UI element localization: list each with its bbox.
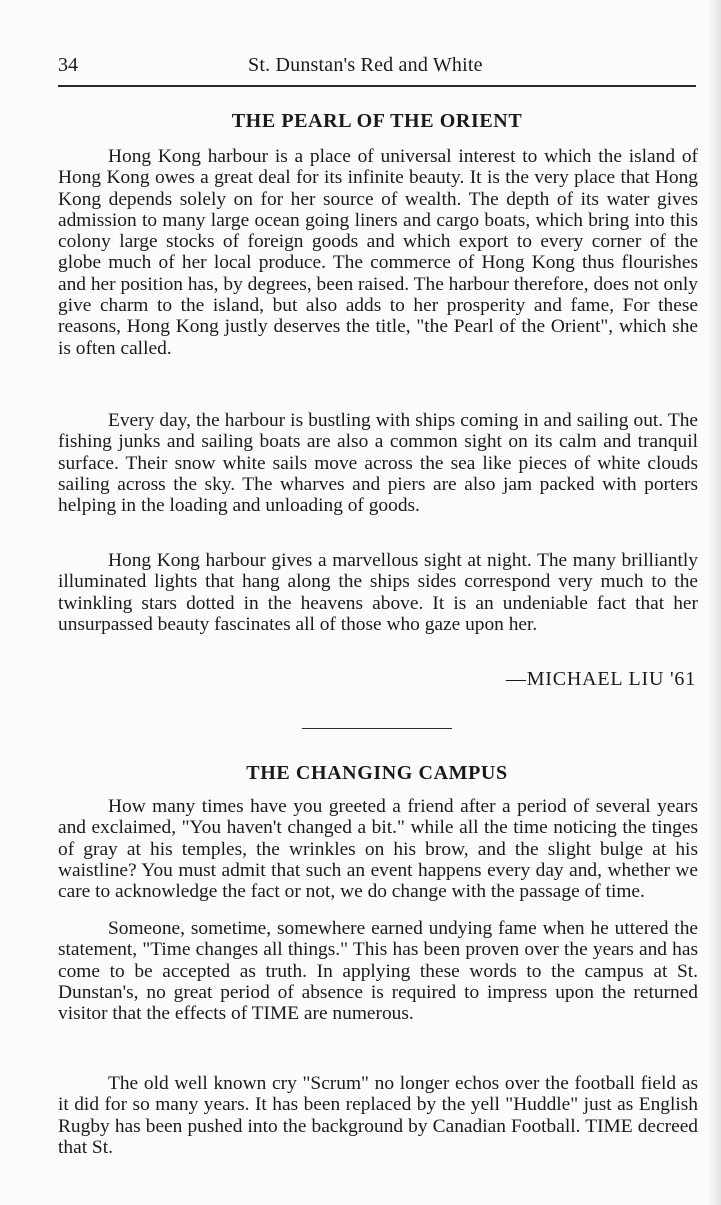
header-rule [58, 85, 696, 87]
article1-byline: —MICHAEL LIU '61 [505, 668, 696, 690]
article2-paragraph-1: How many times have you greeted a friend after a period of several years and exclaimed, "You haven't changed a bit." while all the time noticing the tinges of gray at his temples, the wrinkles on his brow, and the slight bulge at his waistline? You must admit that such an event happens every day and, whether we care to acknowledge the fact or not, we do change with the passage of time. [58, 796, 698, 903]
article-title-changing-campus: THE CHANGING CAMPUS [246, 762, 508, 784]
article1-paragraph-2: Every day, the harbour is bustling with ships coming in and sailing out. The fishing junks and sailing boats are also a common sight on its calm and tranquil surface. Their snow white sails move across the sea like pieces of white clouds sailing across the sky. The wharves and piers are also jam packed with porters helping in the loading and unloading of goods. [58, 410, 698, 517]
article-title-pearl-of-the-orient: THE PEARL OF THE ORIENT [231, 110, 523, 132]
article2-paragraph-2: Someone, sometime, somewhere earned undying fame when he uttered the statement, "Time changes all things." This has been proven over the years and has come to be accepted as truth. In applying these words to the campus at St. Dunstan's, no great period of absence is required to impress upon the returned visitor that the effects of TIME are numerous. [58, 918, 698, 1025]
page-edge-shadow [707, 0, 721, 1205]
article2-paragraph-3: The old well known cry "Scrum" no longer echos over the football field as it did for so many years. It has been replaced by the yell "Huddle" just as English Rugby has been pushed into the background by Canadian Football. TIME decreed that St. [58, 1073, 698, 1158]
article1-paragraph-3: Hong Kong harbour gives a marvellous sight at night. The many brilliantly illuminated lights that hang along the ships sides correspond very much to the twinkling stars dotted in the heavens above. It is an undeniable fact that her unsurpassed beauty fascinates all of those who gaze upon her. [58, 550, 698, 635]
journal-title: St. Dunstan's Red and White [248, 54, 483, 76]
article1-paragraph-1: Hong Kong harbour is a place of universal interest to which the island of Hong Kong owes a great deal for its infinite beauty. It is the very place that Hong Kong depends solely on for her source of wealth. The depth of its water gives admission to many large ocean going liners and cargo boats, which bring into this colony large stocks of foreign goods and which export to every corner of the globe much of her local produce. The commerce of Hong Kong thus flourishes and her position has, by degrees, been raised. The harbour therefore, does not only give charm to the island, but also adds to her prosperity and fame, For these reasons, Hong Kong justly deserves the title, "the Pearl of the Orient", which she is often called. [58, 146, 698, 359]
running-header [58, 54, 696, 84]
page-number: 34 [58, 54, 78, 76]
article-separator-rule [302, 728, 452, 729]
